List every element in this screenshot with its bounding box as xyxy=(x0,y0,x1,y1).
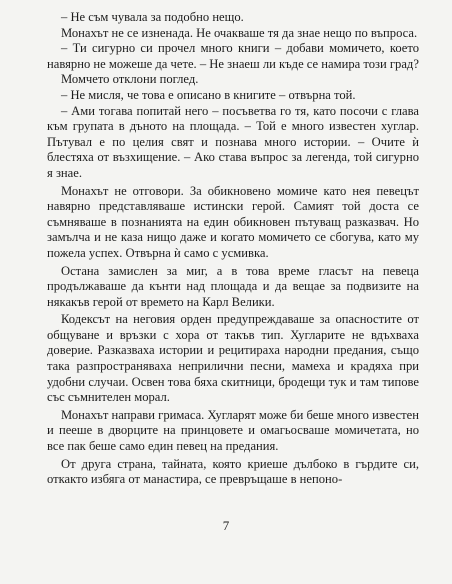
paragraph: Монахът направи гримаса. Хугларят може би беше много известен и пееше в дворците на принцовете и омагьосваше момичетата, но все пак беше само един певец на предания. xyxy=(47,407,419,454)
paragraph: От друга страна, тайната, която криеше дълбоко в гърдите си, откакто избяга от манастира, се превръщаше в непоно- xyxy=(47,456,419,487)
paragraph: Монахът не отговори. За обикновено момиче като нея певецът навярно представляваше истински герой. Самият той доста се съмняваше в познанията на един обикновен пътуващ разказвач. Но замълча и не каза нищо даже и когато момичето се сбогува, като му пожела успех. Отвърна ѝ само с усмивка. xyxy=(47,183,419,260)
paragraph: Остана замислен за миг, а в това време гласът на певеца продължаваше да кънти над площада и да вещае за подвизите на някакъв герой от времето на Карл Велики. xyxy=(47,263,419,309)
paragraph: – Ами тогава попитай него – посъветва го тя, като посочи с глава към групата в дъното на площада. – Той е много известен хуглар. Пътувал е по целия свят и познава много истории. – Очите ѝ блестяха от възхищение. – Ако става въпрос за легенда, той сигурно я знае. xyxy=(47,103,419,180)
paragraph: – Не мисля, че това е описано в книгите – отвърна той. xyxy=(61,87,356,102)
paragraph: Монахът не се изненада. Не очакваше тя да знае нещо по въпроса. xyxy=(61,25,418,40)
paragraph: Момчето отклони поглед. xyxy=(61,72,199,87)
paragraph: – Ти сигурно си прочел много книги – добави момичето, което навярно не можеше да чете. – Не знаеш ли къде се намира този град? xyxy=(47,41,419,71)
paragraph: Кодексът на неговия орден предупреждаваше за опасностите от общуване и връзки с хора от такъв тип. Хугларите не вдъхваха доверие. Разказваха истории и рецитираха народни предания, също така разпространяваха неприлични песни, мамеха и крадяха при удобни случаи. Освен това бяха скитници, бродещи тук и там типове със съмнителен морал. xyxy=(47,312,419,405)
body-text xyxy=(47,10,419,488)
paragraph: – Не съм чувала за подобно нещо. xyxy=(61,10,244,24)
page-number: 7 xyxy=(222,518,230,533)
